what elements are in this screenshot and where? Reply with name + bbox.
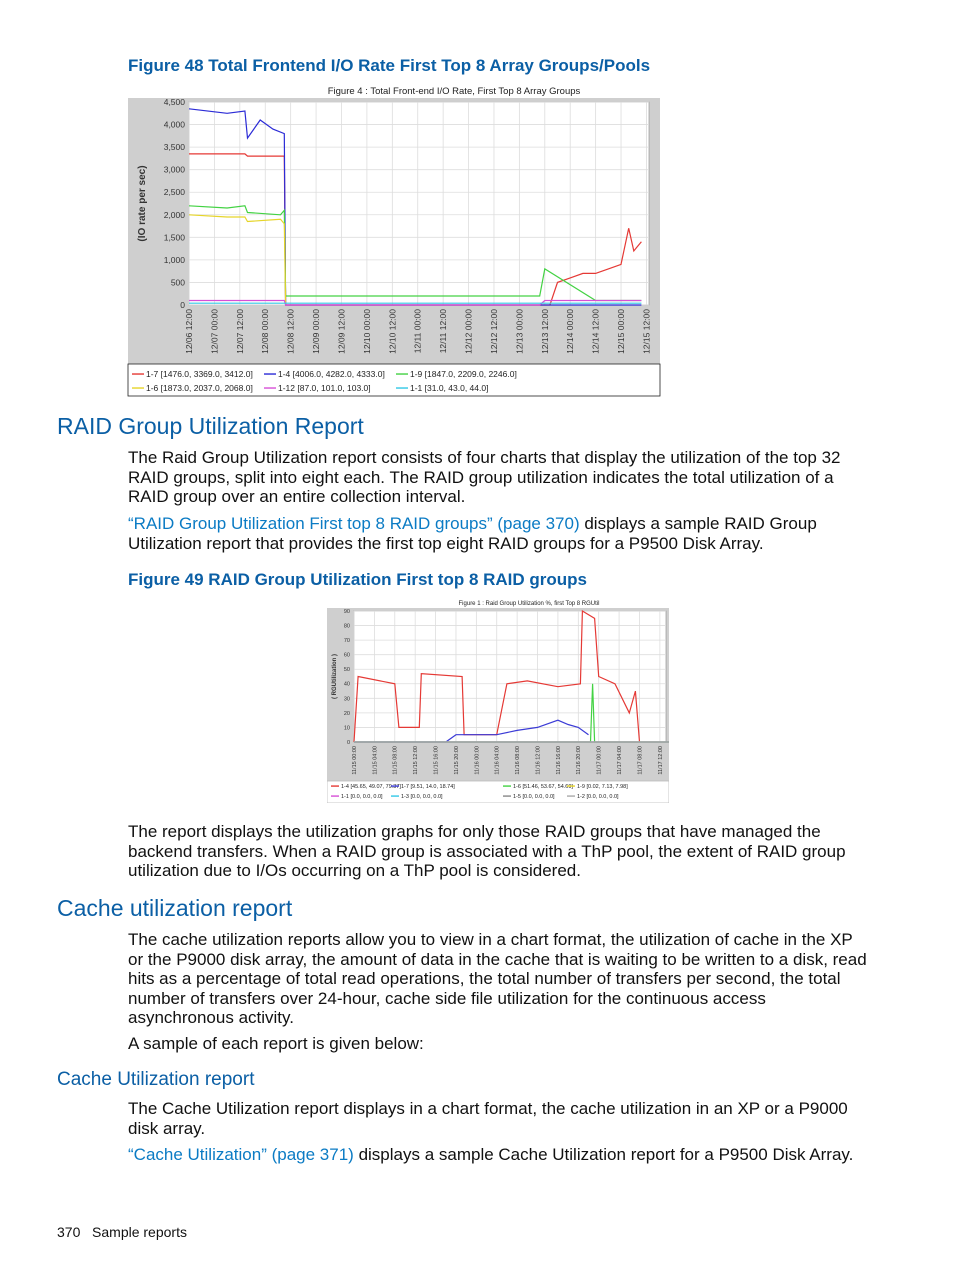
y-tick-label: 40 <box>343 681 350 688</box>
x-tick-label: 12/12 00:00 <box>463 309 474 354</box>
page-footer <box>57 1224 187 1240</box>
cache-report-heading: Cache utilization report <box>57 895 293 921</box>
x-tick-label: 11/17 04:00 <box>617 746 624 775</box>
x-tick-label: 12/11 00:00 <box>412 309 423 354</box>
x-tick-label: 11/16 08:00 <box>515 746 522 775</box>
page-number: 370 <box>57 1224 81 1240</box>
x-tick-label: 12/14 00:00 <box>565 309 576 354</box>
raid-link-paragraph-rest: displays a sample RAID Group Utilization report that provides the first top eight RAID groups for a P9500 Disk Array. <box>128 514 817 553</box>
raid-report-heading: RAID Group Utilization Report <box>57 413 364 439</box>
x-tick-label: 12/06 12:00 <box>183 309 194 354</box>
legend-label: 1-3 [0.0, 0.0, 0.0] <box>401 794 443 800</box>
x-tick-label: 12/13 12:00 <box>539 309 550 354</box>
y-tick-label: 2,500 <box>163 187 185 198</box>
chart-title: Figure 4 : Total Front-end I/O Rate, First Top 8 Array Groups <box>327 86 581 97</box>
io-rate-chart <box>127 82 661 397</box>
chart-title: Figure 1 : Raid Group Utilization %, first Top 8 RGUtil <box>458 601 600 607</box>
legend-label: 1-1 [31.0, 43.0, 44.0] <box>410 383 489 393</box>
x-tick-label: 12/08 12:00 <box>285 309 296 354</box>
y-tick-label: 0 <box>346 739 350 746</box>
y-axis-label: ( RGUtilization ) <box>332 654 338 699</box>
cache-sample-paragraph: A sample of each report is given below: <box>128 1034 424 1053</box>
y-tick-label: 60 <box>343 652 350 659</box>
x-tick-label: 12/10 12:00 <box>387 309 398 354</box>
footer-section: Sample reports <box>92 1224 187 1240</box>
x-tick-label: 12/10 00:00 <box>361 309 372 354</box>
x-tick-label: 11/15 04:00 <box>372 746 379 775</box>
x-tick-label: 11/15 20:00 <box>453 746 460 775</box>
x-tick-label: 11/15 00:00 <box>351 746 358 775</box>
x-tick-label: 12/15 12:00 <box>641 309 652 354</box>
x-tick-label: 11/17 00:00 <box>596 746 603 775</box>
legend-label: 1-6 [51.46, 53.67, 54.69] <box>513 784 573 790</box>
x-tick-label: 12/07 00:00 <box>209 309 220 354</box>
raid-figure-link[interactable]: “RAID Group Utilization First top 8 RAID groups” (page 370) <box>128 514 580 533</box>
y-axis-label: (IO rate per sec) <box>137 165 148 242</box>
raid-utilization-chart <box>327 597 669 803</box>
y-tick-label: 500 <box>170 277 185 288</box>
legend-label: 1-7 [9.51, 14.0, 18.74] <box>401 784 455 790</box>
cache-report-paragraph: The cache utilization reports allow you to view in a chart format, the utilization of cache in the XP or the P9000 disk array, the amount of data in the cache that is waiting to be written to a disk, read hits as a percentage of total read operations, the total number of transfers per second, the total number of transfers over 24-hour, cache side file utilization for the continuous access asynchronous activity. <box>128 930 867 1028</box>
x-tick-label: 12/09 00:00 <box>311 309 322 354</box>
x-tick-label: 11/16 16:00 <box>555 746 562 775</box>
legend-label: 1-4 [45.65, 49.07, 79.37] <box>341 784 401 790</box>
legend-label: 1-6 [1873.0, 2037.0, 2068.0] <box>146 383 253 393</box>
x-tick-label: 12/12 12:00 <box>488 309 499 354</box>
legend-label: 1-12 [87.0, 101.0, 103.0] <box>278 383 371 393</box>
legend-label: 1-9 [1847.0, 2209.0, 2246.0] <box>410 369 517 379</box>
figure-48-caption: Figure 48 Total Frontend I/O Rate First Top 8 Array Groups/Pools <box>128 56 651 75</box>
x-tick-label: 11/15 08:00 <box>392 746 399 775</box>
y-tick-label: 1,000 <box>163 254 185 265</box>
legend-label: 1-5 [0.0, 0.0, 0.0] <box>513 794 555 800</box>
legend-label: 1-2 [0.0, 0.0, 0.0] <box>577 794 619 800</box>
y-tick-label: 10 <box>343 725 350 732</box>
y-tick-label: 80 <box>343 623 350 630</box>
y-tick-label: 4,000 <box>163 119 185 130</box>
y-tick-label: 70 <box>343 638 350 645</box>
cache-link-paragraph-rest: displays a sample Cache Utilization report for a P9500 Disk Array. <box>353 1145 854 1164</box>
raid-explanation-paragraph: The report displays the utilization graphs for only those RAID groups that have managed the backend transfers. When a RAID group is associated with a ThP pool, the extent of RAID group utilization due to I/Os occurring on a ThP pool is considered. <box>128 822 846 881</box>
cache-link-paragraph <box>128 1145 868 1165</box>
x-tick-label: 12/08 00:00 <box>260 309 271 354</box>
legend-label: 1-4 [4006.0, 4282.0, 4333.0] <box>278 369 385 379</box>
x-tick-label: 12/07 12:00 <box>234 309 245 354</box>
x-tick-label: 11/15 16:00 <box>433 746 440 775</box>
x-tick-label: 12/13 00:00 <box>514 309 525 354</box>
x-tick-label: 11/16 00:00 <box>474 746 481 775</box>
y-tick-label: 1,500 <box>163 232 185 243</box>
x-tick-label: 11/15 12:00 <box>413 746 420 775</box>
y-tick-label: 50 <box>343 667 350 674</box>
x-tick-label: 12/09 12:00 <box>336 309 347 354</box>
cache-subsection-heading: Cache Utilization report <box>57 1069 255 1090</box>
legend-label: 1-9 [0.02, 7.13, 7.98] <box>577 784 628 790</box>
x-tick-label: 11/17 12:00 <box>657 746 664 775</box>
y-tick-label: 4,500 <box>163 96 185 107</box>
x-tick-label: 11/16 12:00 <box>535 746 542 775</box>
x-tick-label: 11/16 20:00 <box>576 746 583 775</box>
x-tick-label: 12/14 12:00 <box>590 309 601 354</box>
y-tick-label: 2,000 <box>163 209 185 220</box>
figure-49-caption: Figure 49 RAID Group Utilization First top 8 RAID groups <box>128 570 588 589</box>
x-tick-label: 12/11 12:00 <box>438 309 449 354</box>
legend-label: 1-1 [0.0, 0.0, 0.0] <box>341 794 383 800</box>
y-tick-label: 3,500 <box>163 142 185 153</box>
y-tick-label: 3,000 <box>163 164 185 175</box>
cache-subsection-paragraph: The Cache Utilization report displays in a chart format, the cache utilization in an XP or a P9000 disk array. <box>128 1099 848 1138</box>
cache-figure-link[interactable]: “Cache Utilization” (page 371) <box>128 1145 354 1164</box>
y-tick-label: 20 <box>343 710 350 717</box>
raid-report-paragraph: The Raid Group Utilization report consists of four charts that display the utilization of the top 32 RAID groups, split into eight each. The RAID group utilization indicates the total utilization of a RAID group over an entire collection interval. <box>128 448 841 507</box>
y-tick-label: 30 <box>343 696 350 703</box>
x-tick-label: 12/15 00:00 <box>616 308 627 354</box>
x-tick-label: 11/16 04:00 <box>494 746 501 775</box>
raid-report-link-paragraph <box>128 514 868 553</box>
legend-label: 1-7 [1476.0, 3369.0, 3412.0] <box>146 369 253 379</box>
y-tick-label: 0 <box>180 299 185 310</box>
x-tick-label: 11/17 08:00 <box>637 746 644 775</box>
y-tick-label: 90 <box>343 608 350 615</box>
